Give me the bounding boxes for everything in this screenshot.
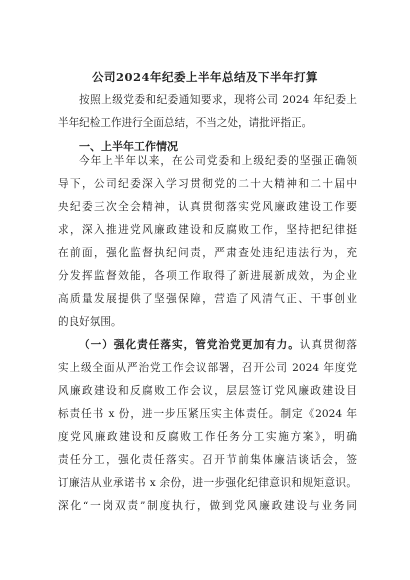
paragraph-line: 风廉政建设和反腐败工作会议，层层签订党风廉政建设目 — [58, 385, 357, 397]
subsection-first-tail: 认真贯彻落 — [299, 339, 357, 351]
paragraph-line: 责任分工，强化责任落实。召开节前集体廉洁谈话会，签 — [58, 454, 357, 466]
section1-paragraph — [58, 150, 357, 334]
section-heading: 一、上半年工作情况 — [79, 140, 178, 153]
subsection-first-line — [58, 334, 357, 357]
intro-paragraph — [58, 89, 357, 135]
intro-line: 按照上级党委和纪委通知要求，现将公司 2024 年纪委上 — [79, 94, 357, 106]
paragraph-line: 今年上半年以来，在公司党委和上级纪委的坚强正确领 — [79, 155, 357, 167]
paragraph-line: 标责任书 x 份，进一步压紧压实主体责任。制定《2024 年 — [58, 408, 357, 420]
paragraph-line: 求，深入推进党风廉政建设和反腐败工作，坚持把纪律挺 — [58, 224, 357, 236]
paragraph-line: 实上级全面从严治党工作会议部署，召开公司 2024 年度党 — [58, 362, 357, 374]
subsection1-paragraph — [58, 334, 357, 518]
paragraph-line: 的良好氛围。 — [58, 316, 122, 328]
paragraph-line: 在前面，强化监督执纪问责，严肃查处违纪违法行为，充 — [58, 247, 357, 259]
document-title: 公司2024年纪委上半年总结及下半年打算 — [91, 70, 318, 84]
paragraph-line: 订廉洁从业承诺书 x 余份，进一步强化纪律意识和规矩意识。 — [58, 477, 357, 489]
subsection-heading: （一）强化责任落实，管党治党更加有力。 — [79, 339, 300, 351]
paragraph-line: 深化“一岗双责”制度执行，做到党风廉政建设与业务同 — [58, 500, 357, 512]
paragraph-line: 高质量发展提供了坚强保障，营造了风清气正、干事创业 — [58, 293, 357, 305]
paragraph-line: 导下，公司纪委深入学习贯彻党的二十大精神和二十届中 — [58, 178, 357, 190]
paragraph-line: 度党风廉政建设和反腐败工作任务分工实施方案》，明确 — [58, 431, 357, 443]
intro-line: 半年纪检工作进行全面总结，不当之处，请批评指正。 — [58, 117, 313, 129]
paragraph-line: 央纪委三次全会精神，认真贯彻落实党风廉政建设工作要 — [58, 201, 357, 213]
paragraph-line: 分发挥监督效能，各项工作取得了新进展新成效，为企业 — [58, 270, 357, 282]
